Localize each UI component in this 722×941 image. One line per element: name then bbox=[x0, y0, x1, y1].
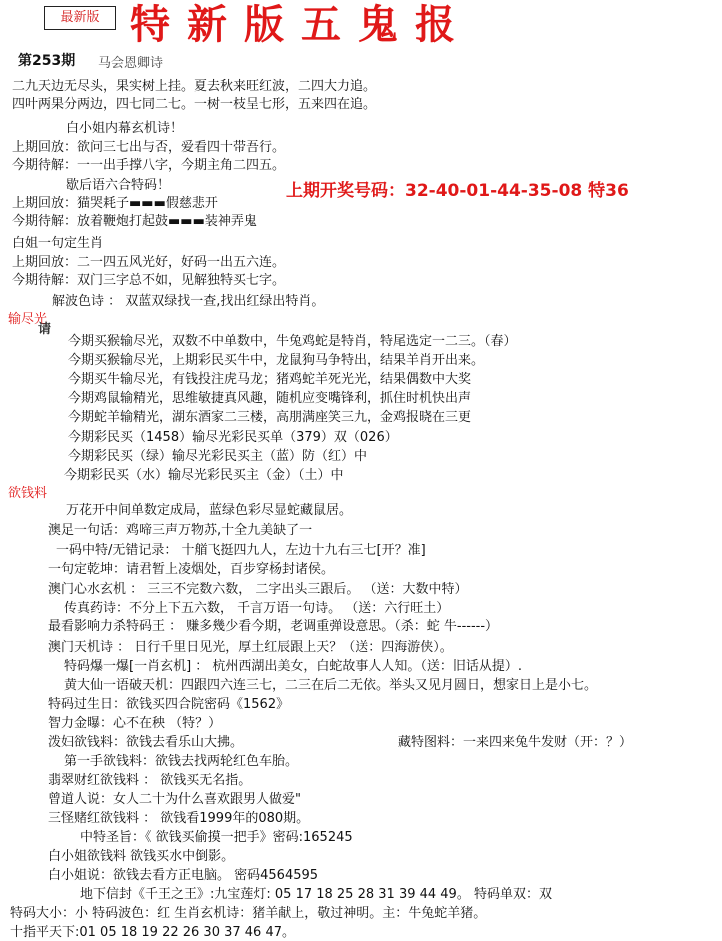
page-title: 特新版五鬼报 bbox=[130, 1, 472, 48]
verse-line: 特码大小：小 特码波色：红 生肖玄机诗：猪羊献上，敬过神明。主：牛兔蛇羊猪。 bbox=[10, 906, 487, 921]
verse-line: 解波色诗 ： 双蓝双绿找一查,找出红绿出特肖。 bbox=[52, 294, 325, 309]
verse-line: 泼妇欲钱料：欲钱去看乐山大拂。 bbox=[48, 735, 244, 750]
verse-line: 一句定乾坤：请君暂上凌烟处，百步穿杨封诸侯。 bbox=[48, 562, 335, 577]
verse-line: 上期回放：二一四五风光好，好码一出五六连。 bbox=[12, 255, 286, 270]
verse-line: 今期蛇羊输精光，湖东酒家二三楼，高朋满座笑三九，金鸡报晓在三更 bbox=[68, 410, 472, 425]
verse-line: 今期待解：放着鞭炮打起鼓▬▬▬装神弄鬼 bbox=[12, 214, 257, 229]
verse-line: 澳门心水玄机 ： 三三不完数六数， 二字出头三跟后。 （送：大数中特） bbox=[48, 582, 468, 597]
section-heading: 歇后语六合特码！ bbox=[66, 178, 171, 193]
verse-line: 白小姐说：欲钱去看方正电脑。 密码4564595 bbox=[48, 868, 319, 883]
section-label-shu: 输尽光 bbox=[8, 312, 48, 327]
verse-line: 今期待解：双门三字总不如，见解独特买七字。 bbox=[12, 273, 286, 288]
issue-subtitle: 马会恩卿诗 bbox=[98, 56, 164, 71]
verse-line: 上期回放：欲问三七出与否，爱看四十带吾行。 bbox=[12, 140, 286, 155]
verse-line: 今期买猴输尽光，上期彩民买牛中，龙鼠狗马争特出，结果羊肖开出来。 bbox=[68, 353, 485, 368]
verse-line: 地下信封《千王之王》:九宝莲灯: 05 17 18 25 28 31 39 44 49。 特码单双：双 bbox=[80, 887, 552, 902]
verse-line: 万花开中间单数定成局，蓝绿色彩尽显蛇藏鼠居。 bbox=[66, 503, 353, 518]
verse-line: 第一手欲钱料：欲钱去找两轮红色车胎。 bbox=[64, 754, 299, 769]
verse-line: 特码爆一爆[一肖玄机] ： 杭州西湖出美女，白蛇故事人人知。（送：旧话从提）. bbox=[64, 659, 523, 674]
verse-line: 今期彩民买（绿）输尽光彩民买主（蓝）防（红）中 bbox=[68, 449, 368, 464]
verse-line: 智力金曝：心不在秧 （特？） bbox=[48, 716, 222, 731]
verse-line: 今期买猴输尽光，双数不中单数中，牛兔鸡蛇是特肖，特尾选定一二三。（春） bbox=[68, 334, 517, 349]
verse-line: 澳足一句话：鸡啼三声万物苏,十全九美缺了一 bbox=[48, 523, 313, 538]
section-heading: 白小姐内幕玄机诗！ bbox=[66, 121, 184, 136]
verse-line: 三怪赌红欲钱料 ： 欲钱看1999年的080期。 bbox=[48, 811, 310, 826]
section-heading: 白姐一句定生肖 bbox=[12, 236, 104, 251]
verse-line: 二九天边无尽头，果实树上挂。夏去秋来旺红波，二四大力追。 bbox=[12, 79, 377, 94]
verse-line: 上期回放：猫哭耗子▬▬▬假慈悲开 bbox=[12, 196, 218, 211]
verse-line: 今期买牛输尽光，有钱投注虎马龙；猪鸡蛇羊死光光，结果偶数中大奖 bbox=[68, 372, 472, 387]
last-draw-numbers: 上期开奖号码：32-40-01-44-35-08 特36 bbox=[286, 181, 629, 201]
verse-line: 藏特图料：一来四来兔牛发财（开：？） bbox=[398, 735, 633, 750]
verse-line: 十指平天下:01 05 18 19 22 26 30 37 46 47。 bbox=[10, 925, 295, 940]
verse-line: 四叶两果分两边，四七同二七。一树一枝呈七形，五来四在追。 bbox=[12, 97, 377, 112]
verse-line: 今期鸡鼠输精光，思维敏捷真风趣，随机应变嘴锋利，抓住时机快出声 bbox=[68, 391, 472, 406]
latest-version-badge: 最新版 bbox=[44, 6, 116, 30]
verse-line: 今期彩民买（水）输尽光彩民买主（金）（土）中 bbox=[64, 468, 344, 483]
verse-line: 中特圣旨：《 欲钱买偷摸一把手》密码:165245 bbox=[80, 830, 353, 845]
verse-line: 最看影响力杀特码王 ： 赚多幾少看今期，老调重弹设意思。（杀：蛇 牛------） bbox=[48, 619, 499, 634]
verse-line: 今期彩民买（1458）输尽光彩民买单（379）双（026） bbox=[68, 430, 398, 445]
verse-line: 传真药诗：不分上下五六数， 千言万语一句诗。 （送：六行旺土） bbox=[64, 601, 450, 616]
verse-line: 白小姐欲钱料 欲钱买水中倒影。 bbox=[48, 849, 235, 864]
overlap-text: 请 bbox=[38, 322, 52, 337]
verse-line: 黄大仙一语破天机：四跟四六连三七，二三在后二无依。举头又见月圆日，想家日上是小七。 bbox=[64, 678, 598, 693]
verse-line: 翡翠财红欲钱料 ： 欲钱买无名指。 bbox=[48, 773, 252, 788]
verse-line: 曾道人说：女人二十为什么喜欢跟男人做爱" bbox=[48, 792, 301, 807]
verse-line: 一码中特/无错记录： 十艏飞挺四九人，左边十九右三七[开？准] bbox=[56, 543, 426, 558]
section-label-yu: 欲钱料 bbox=[8, 486, 48, 501]
issue-number: 第253期 bbox=[18, 53, 76, 69]
verse-line: 澳门天机诗 ： 日行千里日见光，厚土红辰跟上天？（送：四海游侠）。 bbox=[48, 640, 453, 655]
verse-line: 今期待解：一一出手撑八字，今期主角二四五。 bbox=[12, 158, 286, 173]
verse-line: 特码过生日：欲钱买四合院密码《1562》 bbox=[48, 697, 290, 712]
